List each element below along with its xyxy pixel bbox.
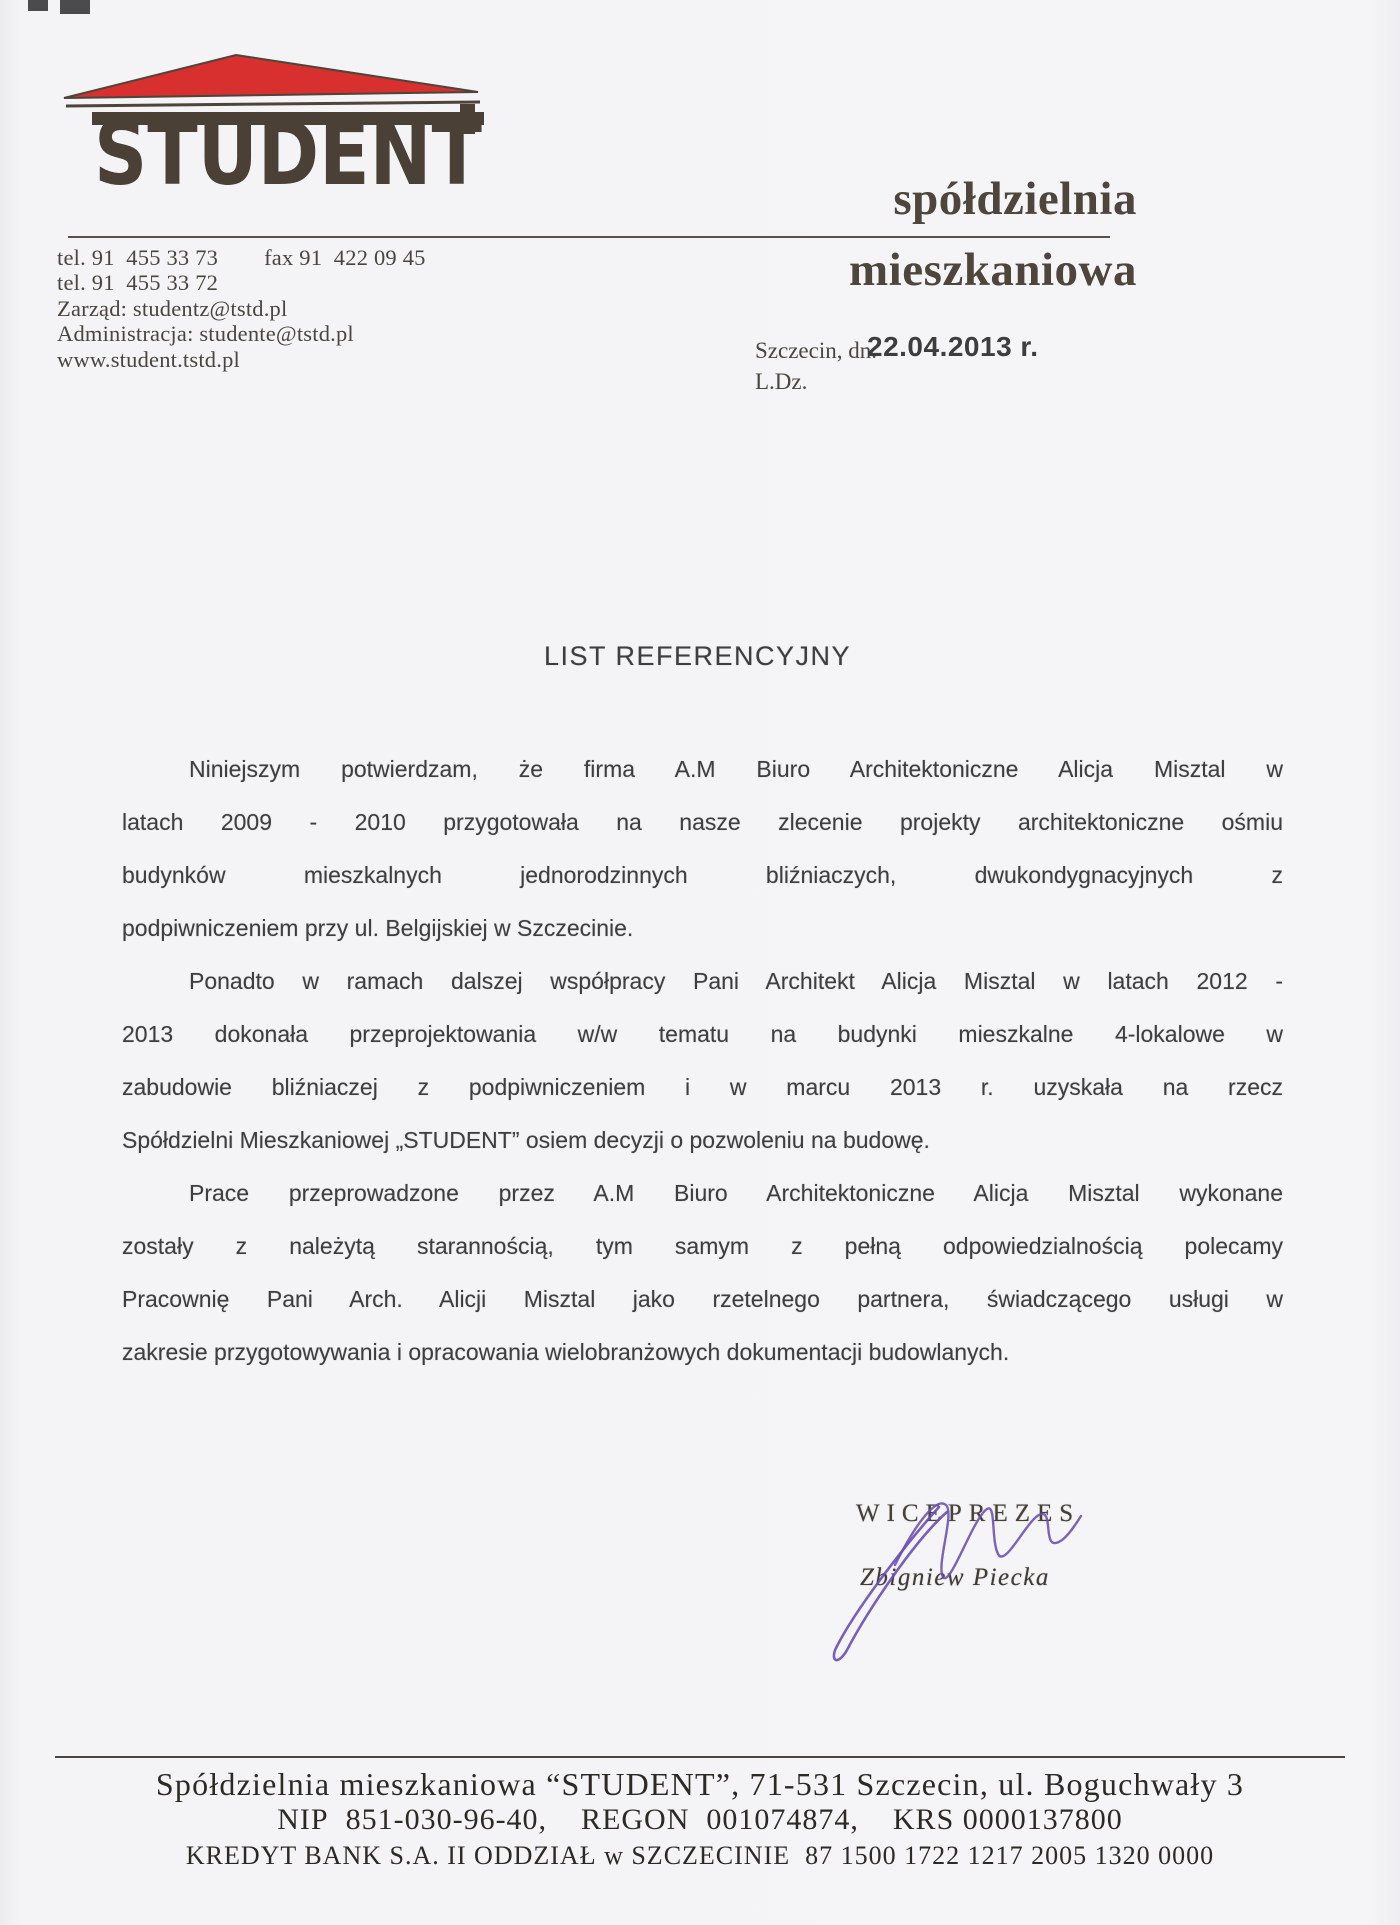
body-line: Prace przeprowadzone przez A.M Biuro Architektoniczne Alicja Misztal wykonane bbox=[189, 1180, 1283, 1206]
ldz-label: L.Dz. bbox=[755, 369, 808, 394]
student-logo bbox=[50, 36, 510, 196]
board-email: Zarząd: studentz@tstd.pl bbox=[57, 295, 288, 321]
header-divider-line bbox=[68, 236, 1110, 238]
contact-block bbox=[57, 245, 426, 372]
body-line: Pracownię Pani Arch. Alicji Misztal jako rzetelnego partnera, świadczącego usługi w bbox=[122, 1286, 1283, 1312]
body-line: zostały z należytą starannością, tym samym z pełną odpowiedzialnością polecamy bbox=[122, 1233, 1283, 1259]
letter-body bbox=[122, 743, 1283, 1379]
body-line: podpiwniczeniem przy ul. Belgijskiej w Szczecinie. bbox=[122, 915, 634, 941]
signer-name-stamp: Zbigniew Piecka bbox=[860, 1564, 1050, 1591]
place-date-label: Szczecin, dn. bbox=[755, 338, 877, 363]
body-line: Spółdzielni Mieszkaniowej „STUDENT” osiem decyzji o pozwoleniu na budowę. bbox=[122, 1127, 930, 1153]
website: www.student.tstd.pl bbox=[57, 346, 240, 372]
body-line: budynków mieszkalnych jednorodzinnych bliźniaczych, dwukondygnacyjnych z bbox=[122, 862, 1283, 888]
logo-wordmark: STUDENT bbox=[94, 102, 482, 196]
body-line: 2013 dokonała przeprojektowania w/w tematu na budynki mieszkalne 4-lokalowe w bbox=[122, 1021, 1283, 1047]
signer-role-stamp: WICEPREZES bbox=[856, 1500, 1081, 1527]
coop-name-line1: spółdzielnia bbox=[893, 173, 1137, 225]
red-roof-icon bbox=[64, 55, 478, 98]
letter-title: LIST REFERENCYJNY bbox=[544, 641, 852, 671]
scan-artifact bbox=[60, 0, 90, 14]
letter-date: 22.04.2013 r. bbox=[867, 331, 1039, 362]
footer-divider-line bbox=[55, 1756, 1345, 1758]
scan-artifact bbox=[28, 0, 48, 11]
body-line: zabudowie bliźniaczej z podpiwniczeniem i w marcu 2013 r. uzyskała na rzecz bbox=[122, 1074, 1283, 1100]
fax: fax 91 422 09 45 bbox=[264, 245, 426, 270]
body-line: Niniejszym potwierdzam, że firma A.M Biuro Architektoniczne Alicja Misztal w bbox=[189, 756, 1283, 782]
body-line: zakresie przygotowywania i opracowania wielobranżowych dokumentacji budowlanych. bbox=[122, 1339, 1010, 1365]
contact-line-tel-fax bbox=[57, 245, 426, 270]
body-line: Ponadto w ramach dalszej współpracy Pani Architekt Alicja Misztal w latach 2012 - bbox=[189, 968, 1283, 994]
footer-bank-account: KREDYT BANK S.A. II ODDZIAŁ w SZCZECINIE 87 1500 1722 1217 2005 1320 0000 bbox=[185, 1841, 1215, 1870]
admin-email: Administracja: studente@tstd.pl bbox=[57, 321, 354, 347]
signature-scrawl-stroke bbox=[895, 1503, 1081, 1578]
tel1: tel. 91 455 33 73 bbox=[57, 245, 219, 270]
signature-loop-stroke bbox=[834, 1507, 947, 1660]
tel2: tel. 91 455 33 72 bbox=[57, 270, 219, 296]
coop-name-line2: mieszkaniowa bbox=[849, 244, 1137, 296]
footer-address: Spółdzielnia mieszkaniowa “STUDENT”, 71-531 Szczecin, ul. Boguchwały 3 bbox=[155, 1766, 1245, 1802]
body-line: latach 2009 - 2010 przygotowała na nasze zlecenie projekty architektoniczne ośmiu bbox=[122, 809, 1283, 835]
footer-registry-numbers: NIP 851-030-96-40, REGON 001074874, KRS 0000137800 bbox=[277, 1803, 1123, 1836]
handwritten-signature bbox=[640, 1470, 1120, 1700]
